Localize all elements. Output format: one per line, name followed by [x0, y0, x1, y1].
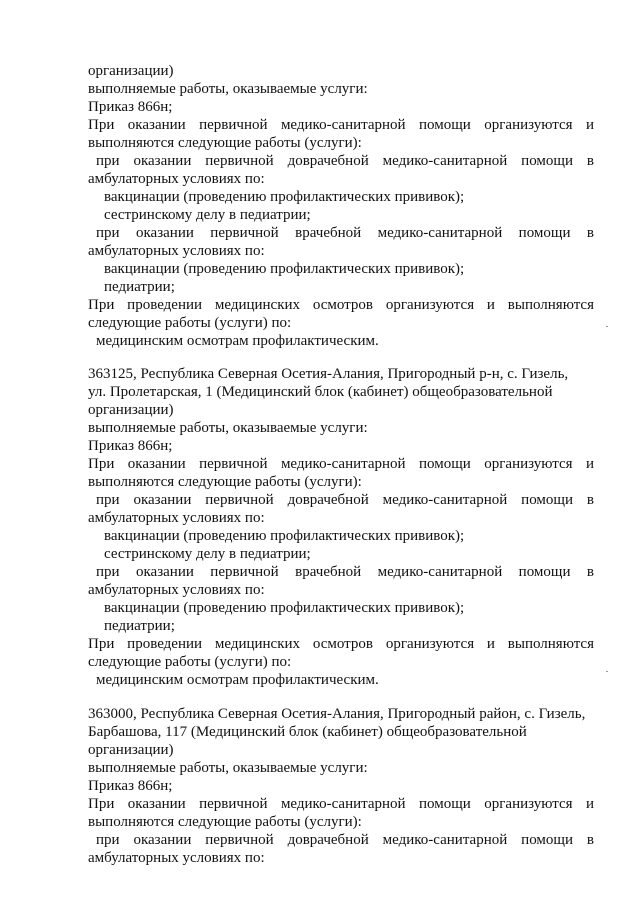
address-line: 363125, Республика Северная Осетия-Алания, Пригородный р-н, с. Гизель,: [88, 366, 569, 382]
text-line: При оказании первичной медико-санитарной помощи организуются и: [88, 456, 594, 472]
text-line: амбулаторных условиях по:: [88, 510, 265, 526]
text-line: организации): [88, 402, 174, 418]
text-line: амбулаторных условиях по:: [88, 243, 265, 259]
text-line: педиатрии;: [104, 279, 175, 295]
text-line: следующие работы (услуги) по:: [88, 654, 292, 670]
text-line: выполняемые работы, оказываемые услуги:: [88, 420, 368, 436]
address-line: Барбашова, 117 (Медицинский блок (кабинет) общеобразовательной: [88, 724, 527, 740]
text-line: вакцинации (проведению профилактических прививок);: [104, 189, 465, 205]
text-line: амбулаторных условиях по:: [88, 850, 265, 866]
text-line: медицинским осмотрам профилактическим.: [96, 333, 379, 349]
text-line: вакцинации (проведению профилактических прививок);: [104, 600, 465, 616]
text-line: выполняемые работы, оказываемые услуги:: [88, 760, 368, 776]
text-line: амбулаторных условиях по:: [88, 171, 265, 187]
text-line: при оказании первичной доврачебной медико-санитарной помощи в: [96, 832, 594, 848]
text-line: сестринскому делу в педиатрии;: [104, 546, 311, 562]
text-line: При проведении медицинских осмотров организуются и выполняются: [88, 297, 594, 313]
text-line: при оказании первичной врачебной медико-санитарной помощи в: [96, 225, 594, 241]
text-line: медицинским осмотрам профилактическим.: [96, 672, 379, 688]
text-line: организации): [88, 742, 174, 758]
text-line: при оказании первичной доврачебной медико-санитарной помощи в: [96, 492, 594, 508]
text-line: выполняемые работы, оказываемые услуги:: [88, 81, 368, 97]
text-line: вакцинации (проведению профилактических прививок);: [104, 528, 465, 544]
text-line: следующие работы (услуги) по:: [88, 315, 292, 331]
text-line: Приказ 866н;: [88, 99, 173, 115]
text-line: выполняются следующие работы (услуги):: [88, 135, 362, 151]
text-line: При оказании первичной медико-санитарной помощи организуются и: [88, 796, 594, 812]
text-line: педиатрии;: [104, 618, 175, 634]
text-line: при оказании первичной доврачебной медико-санитарной помощи в: [96, 153, 594, 169]
scan-speck: [606, 671, 608, 672]
text-line: При проведении медицинских осмотров организуются и выполняются: [88, 636, 594, 652]
text-line: Приказ 866н;: [88, 778, 173, 794]
text-line: организации): [88, 63, 174, 79]
text-line: выполняются следующие работы (услуги):: [88, 814, 362, 830]
text-line: Приказ 866н;: [88, 438, 173, 454]
text-line: вакцинации (проведению профилактических прививок);: [104, 261, 465, 277]
text-line: при оказании первичной врачебной медико-санитарной помощи в: [96, 564, 594, 580]
text-line: амбулаторных условиях по:: [88, 582, 265, 598]
address-line: ул. Пролетарская, 1 (Медицинский блок (кабинет) общеобразовательной: [88, 384, 553, 400]
address-line: 363000, Республика Северная Осетия-Алания, Пригородный район, с. Гизель,: [88, 706, 586, 722]
scan-speck: [606, 326, 608, 327]
text-line: При оказании первичной медико-санитарной помощи организуются и: [88, 117, 594, 133]
text-line: сестринскому делу в педиатрии;: [104, 207, 311, 223]
text-line: выполняются следующие работы (услуги):: [88, 474, 362, 490]
